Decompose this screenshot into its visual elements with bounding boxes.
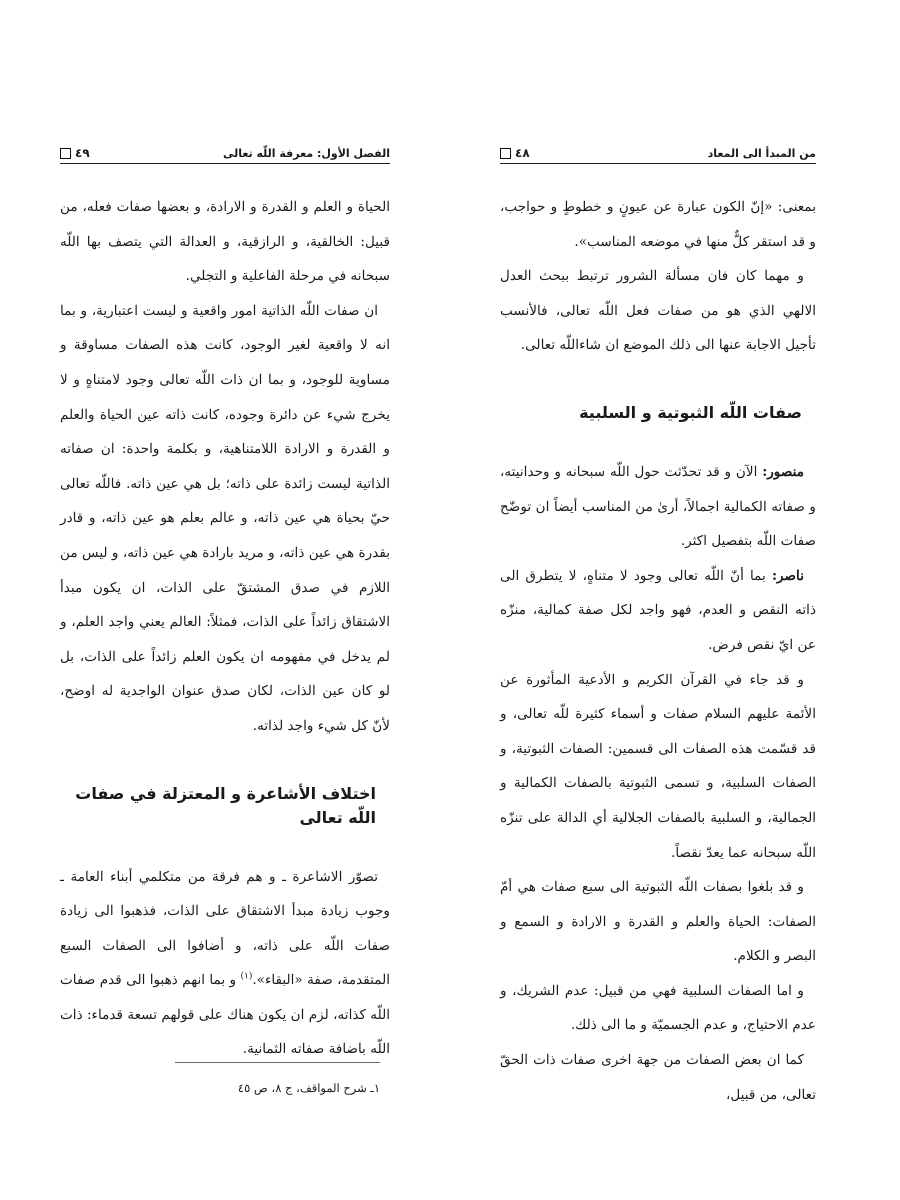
paragraph — [60, 860, 390, 1068]
paragraph-text: تصوّر الاشاعرة ـ و هم فرقة من متكلمي أبناء العامة ـ وجوب زيادة مبدأ الاشتقاق على الذات، فذهبوا الى زيادة صفات اللّه على ذاته، و أضافوا الى الصفات السبع المتقدمة، صفة «البقاء». — [60, 868, 390, 989]
paragraph: و اما الصفات السلبية فهي من قبيل: عدم الشريك، و عدم الاحتياج، و عدم الجسميّة و ما الى ذلك. — [500, 982, 816, 1034]
running-head — [60, 138, 390, 164]
square-ornament-icon — [500, 148, 511, 159]
section-heading: اختلاف الأشاعرة و المعتزلة في صفات اللّه تعالى — [75, 783, 376, 827]
footnote-reference[interactable]: (١) — [240, 971, 253, 982]
footnote-divider — [175, 1062, 380, 1063]
page-number-group — [500, 146, 530, 160]
paragraph-text: و بما انهم ذهبوا الى قدم صفات اللّه كذاته، لزم ان يكون هناك على قولهم تسعة قدماء: ذات اللّه باضافة صفاته الثمانية. — [60, 972, 390, 1058]
page-number-group — [60, 146, 90, 160]
page-number: ٤٨ — [515, 146, 530, 160]
text-column — [60, 190, 390, 1067]
square-ornament-icon — [60, 148, 71, 159]
footnote: ١ـ شرح المواقف، ج ٨، ص ٤٥ — [237, 1081, 380, 1095]
paragraph: ان صفات اللّه الذاتية امور واقعية و ليست اعتبارية، و بما انه لا واقعية لغير الوجود، كانت هذه الصفات مساوقة و مساوية للوجود، و بما ان ذات اللّه تعالى وجود لامتناهٍ و لا يخرج شيء عن دائرة وجوده، كانت ذاته عين الحياة والعلم و القدرة و الارادة اللامتناهية، و بكلمة واحدة: ان صفاته الذاتية ليست زائدة على ذاته؛ بل هي عين ذاته. فاللّه تعالى حيّ بحياة هي عين ذاته، و عالم بعلم هو عين ذاته، و قادر بقدرة هي عين ذاته، و مريد بارادة هي عين ذاته، و ليس من اللازم في صدق المشتقّ على الذات، ان يكون مبدأ الاشتقاق زائداً على الذات، فمثلاً: العالم يعني واجد العلم، و لم يدخل في مفهومه ان يكون العلم زائداً على الذات، بل لو كان عين الذات، لكان صدق عنوان الواجدية له اوضح، لأنّ كل شيء واجد لذاته. — [60, 302, 390, 734]
running-head — [500, 138, 816, 164]
speech-text: بما أنّ اللّه تعالى وجود لا متناهٍ، لا يتطرق الى ذاته النقص و العدم، فهو واجد لكل صفة كمالية، منزّه عن ايّ نقص فرض. — [500, 567, 816, 653]
speaker-name: ناصر: — [772, 567, 804, 584]
dialogue-paragraph — [500, 559, 816, 663]
paragraph: و قد جاء في القرآن الكريم و الأدعية المأثورة عن الأئمة عليهم السلام صفات و أسماء كثيرة للّه تعالى، و قد قسّمت هذه الصفات الى قسمين: الصفات الثبوتية، و الصفات السلبية، و تسمى الثبوتية بالصفات الكمالية و الجمالية، و السلبية بالصفات الجلالية أي الدالة على تنزّه اللّه سبحانه عما يعدّ نقصاً. — [500, 671, 816, 861]
running-title: الفصل الأول: معرفة اللّه تعالى — [222, 147, 390, 160]
speech-text: الآن و قد تحدّثت حول اللّه سبحانه و وحدانيته، و صفاته الكمالية اجمالاً، أرىٰ من المناسب أيضاً ان توضّح صفات اللّه بتفصيل اكثر. — [500, 463, 816, 550]
dialogue-paragraph — [500, 455, 816, 559]
section-heading: صفات اللّه الثبوتية و السلبية — [579, 402, 802, 422]
paragraph: الحياة و العلم و القدرة و الارادة، و بعضها صفات فعله، من قبيل: الخالقية، و الرازقية، و العدالة التي يتصف بها اللّه سبحانه في مرحلة الفاعلية و التجلي. — [60, 199, 390, 285]
speaker-name: منصور: — [762, 463, 804, 480]
right-page — [450, 0, 900, 1200]
paragraph: و مهما كان فان مسألة الشرور ترتبط ببحث العدل الالهي الذي هو من صفات فعل اللّه تعالى، فالأنسب تأجيل الاجابة عنها الى ذلك الموضع ان شاءاللّه تعالى. — [500, 268, 816, 354]
running-title: من المبدأ الى المعاد — [707, 147, 816, 160]
paragraph: بمعنى: «إنّ الكون عبارة عن عيونٍ و خطوطٍ و حواجب، و قد استقر كلٌّ منها في موضعه المناسب». — [500, 199, 816, 250]
paragraph: و قد بلغوا بصفات اللّه الثبوتية الى سبع صفات هي أمّ الصفات: الحياة والعلم و القدرة و الارادة و السمع و البصر و الكلام. — [500, 879, 816, 965]
paragraph: كما ان بعض الصفات من جهة اخرى صفات ذات الحقّ تعالى، من قبيل، — [500, 1052, 816, 1103]
text-column — [500, 190, 816, 1112]
page-number: ٤٩ — [75, 146, 90, 160]
